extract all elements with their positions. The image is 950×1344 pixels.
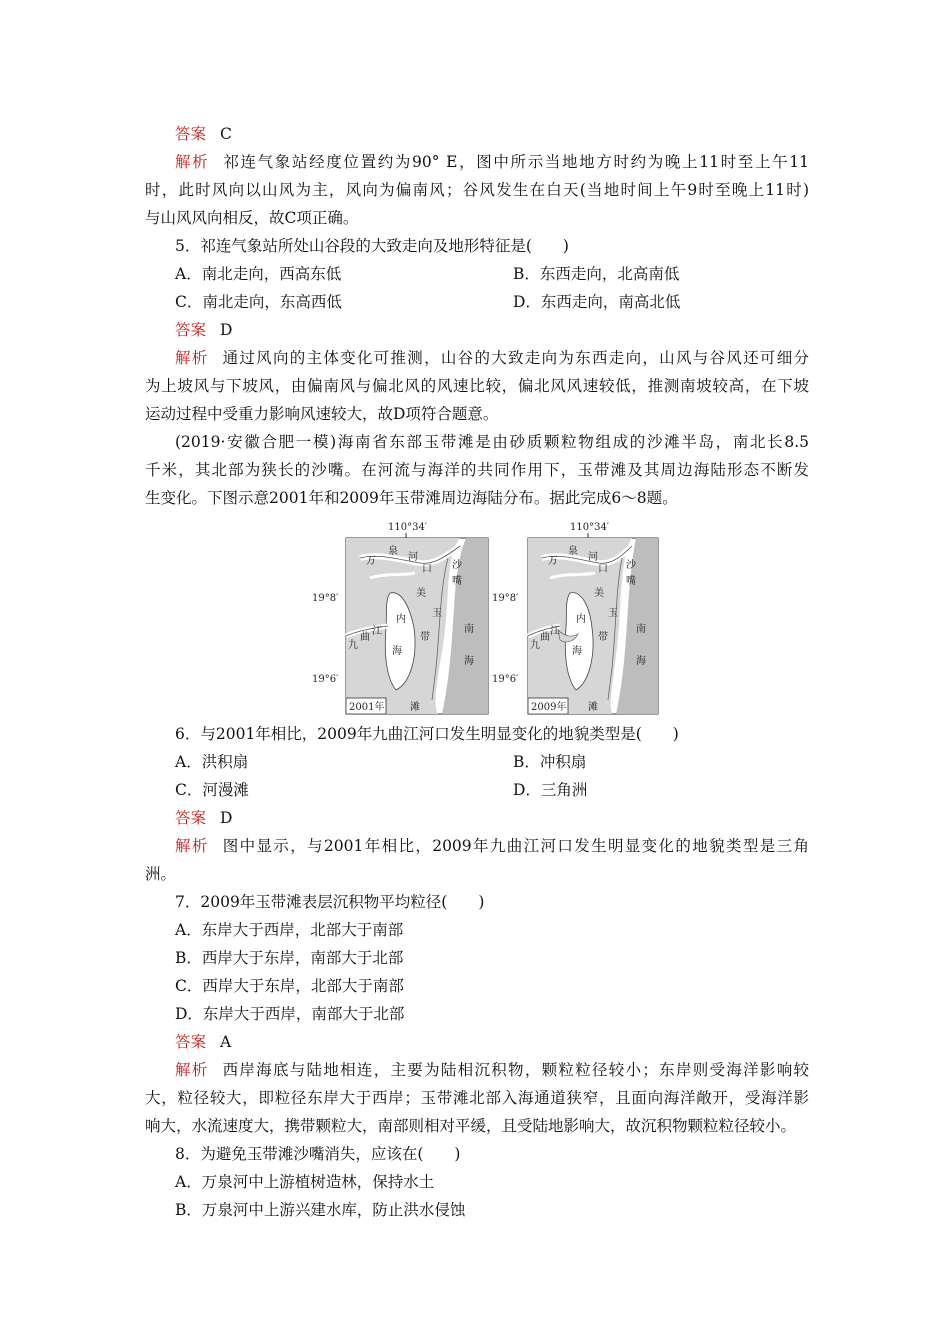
longitude-label: 110°34′	[570, 522, 610, 533]
document-body	[145, 120, 809, 1224]
map-2001	[312, 518, 500, 714]
svg-text:泉: 泉	[388, 546, 398, 557]
q5-analysis-line-3: 运动过程中受重力影响风速较大，故D项符合题意。	[145, 405, 499, 423]
q4-answer: 答案 C	[175, 125, 232, 143]
q6-options-row-1	[145, 748, 809, 776]
q7-stem: 7．2009年玉带滩表层沉积物平均粒径( )	[175, 893, 485, 911]
longitude-label: 110°34′	[388, 522, 428, 533]
q6-stem: 6．与2001年相比，2009年九曲江河口发生明显变化的地貌类型是( )	[175, 725, 679, 743]
q5-answer: 答案 D	[175, 321, 233, 339]
latitude-label-top: 19°8′	[312, 593, 339, 604]
q6-answer: 答案 D	[175, 809, 233, 827]
q8-option-a: A．万泉河中上游植树造林，保持水土	[175, 1173, 435, 1191]
q8-option-b: B．万泉河中上游兴建水库，防止洪水侵蚀	[175, 1201, 466, 1219]
svg-text:玉: 玉	[608, 608, 618, 619]
svg-text:嘴: 嘴	[452, 576, 462, 587]
svg-text:九: 九	[530, 640, 540, 651]
analysis-label: 解析	[175, 349, 209, 367]
q6-option-b: B．冲积扇	[513, 753, 587, 771]
svg-text:口: 口	[598, 564, 608, 575]
q7-option-b: B．西岸大于东岸，南部大于北部	[175, 949, 404, 967]
q5-option-b: B．东西走向，北高南低	[513, 265, 680, 283]
svg-text:万: 万	[366, 556, 376, 567]
analysis-label: 解析	[175, 1061, 209, 1079]
analysis-label: 解析	[175, 153, 210, 171]
q5-options-row-2	[145, 288, 809, 316]
svg-text:曲: 曲	[540, 632, 550, 643]
q7-answer: 答案 A	[175, 1033, 232, 1051]
svg-text:河: 河	[588, 552, 598, 563]
intro-line-2: 千米，其北部为狭长的沙嘴。在河流与海洋的共同作用下，玉带滩及其周边海陆形态不断发	[145, 461, 809, 479]
q8-stem: 8．为避免玉带滩沙嘴消失，应该在( )	[175, 1145, 461, 1163]
q5-options-row-1	[145, 260, 809, 288]
answer-label: 答案	[175, 809, 207, 827]
svg-text:滩: 滩	[588, 702, 598, 713]
q7-analysis-line-2: 大，粒径较大，即粒径东岸大于西岸；玉带滩北部入海通道狭窄，且面向海洋敞开，受海洋影	[145, 1089, 809, 1107]
q5-stem: 5．祁连气象站所处山谷段的大致走向及地形特征是( )	[175, 237, 569, 255]
svg-text:九: 九	[348, 640, 358, 651]
svg-text:海: 海	[636, 656, 646, 667]
analysis-label: 解析	[175, 837, 209, 855]
q4-analysis-line-3: 与山风风向相反，故C项正确。	[145, 209, 359, 227]
latitude-label-top: 19°8′	[492, 593, 519, 604]
year-label-2001: 2001年	[349, 702, 385, 713]
q6-analysis-line-1: 解析 图中显示，与2001年相比，2009年九曲江河口发生明显变化的地貌类型是三角	[175, 837, 809, 855]
svg-text:泉: 泉	[568, 546, 578, 557]
svg-text:口: 口	[422, 564, 432, 575]
svg-text:玉: 玉	[432, 608, 442, 619]
svg-text:海: 海	[392, 646, 402, 657]
svg-text:沙: 沙	[452, 560, 462, 571]
answer-label: 答案	[175, 1033, 207, 1051]
latitude-label-bottom: 19°6′	[312, 674, 339, 685]
q7-option-c: C．西岸大于东岸，北部大于南部	[175, 977, 404, 995]
q5-analysis-line-1: 解析 通过风向的主体变化可推测，山谷的大致走向为东西走向，山风与谷风还可细分	[175, 349, 809, 367]
svg-text:海: 海	[464, 656, 474, 667]
intro-line-3: 生变化。下图示意2001年和2009年玉带滩周边海陆分布。据此完成6～8题。	[145, 489, 678, 507]
svg-text:内: 内	[576, 614, 586, 625]
svg-text:河: 河	[408, 552, 418, 563]
svg-text:沙: 沙	[626, 560, 636, 571]
svg-text:江: 江	[372, 626, 382, 637]
map-figure	[145, 518, 809, 714]
q6-option-a: A．洪积扇	[175, 753, 249, 771]
svg-text:南: 南	[464, 624, 474, 635]
svg-text:滩: 滩	[410, 702, 420, 713]
year-label-2009: 2009年	[531, 702, 567, 713]
map-2009	[492, 518, 680, 714]
q4-analysis-line-2: 时，此时风向以山风为主，风向为偏南风；谷风发生在白天(当地时间上午9时至晚上11时)	[145, 181, 809, 199]
q5-analysis-line-2: 为上坡风与下坡风，由偏南风与偏北风的风速比较，偏北风风速较低，推测南坡较高，在下坡	[145, 377, 809, 395]
svg-text:南: 南	[636, 624, 646, 635]
q7-option-d: D．东岸大于西岸，南部大于北部	[175, 1005, 405, 1023]
svg-text:带: 带	[598, 632, 608, 643]
q6-option-c: C．河漫滩	[175, 781, 249, 799]
svg-text:海: 海	[572, 646, 582, 657]
intro-line-1: (2019·安徽合肥一模)海南省东部玉带滩是由砂质颗粒物组成的沙滩半岛，南北长8.5	[175, 433, 809, 451]
svg-text:带: 带	[420, 632, 430, 643]
q7-analysis-line-1: 解析 西岸海底与陆地相连，主要为陆相沉积物，颗粒粒径较小；东岸则受海洋影响较	[175, 1061, 809, 1079]
svg-text:美: 美	[416, 588, 426, 599]
q6-options-row-2	[145, 776, 809, 804]
q4-analysis-line-1: 解析 祁连气象站经度位置约为90° E，图中所示当地地方时约为晚上11时至上午11	[175, 153, 809, 171]
answer-label: 答案	[175, 125, 207, 143]
svg-text:内: 内	[396, 614, 406, 625]
q7-option-a: A．东岸大于西岸，北部大于南部	[175, 921, 404, 939]
q5-option-a: A．南北走向，西高东低	[175, 265, 342, 283]
q5-option-d: D．东西走向，南高北低	[513, 293, 681, 311]
svg-text:万: 万	[548, 556, 558, 567]
svg-text:美: 美	[594, 588, 604, 599]
q6-option-d: D．三角洲	[513, 781, 588, 799]
answer-label: 答案	[175, 321, 207, 339]
svg-text:江: 江	[550, 626, 560, 637]
latitude-label-bottom: 19°6′	[492, 674, 519, 685]
svg-text:曲: 曲	[360, 632, 370, 643]
q6-analysis-line-2: 洲。	[145, 865, 177, 883]
q7-analysis-line-3: 响大，水流速度大，携带颗粒大，南部则相对平缓，且受陆地影响大，故沉积物颗粒粒径较小。	[145, 1117, 797, 1135]
q5-option-c: C．南北走向，东高西低	[175, 293, 342, 311]
svg-text:嘴: 嘴	[626, 576, 636, 587]
